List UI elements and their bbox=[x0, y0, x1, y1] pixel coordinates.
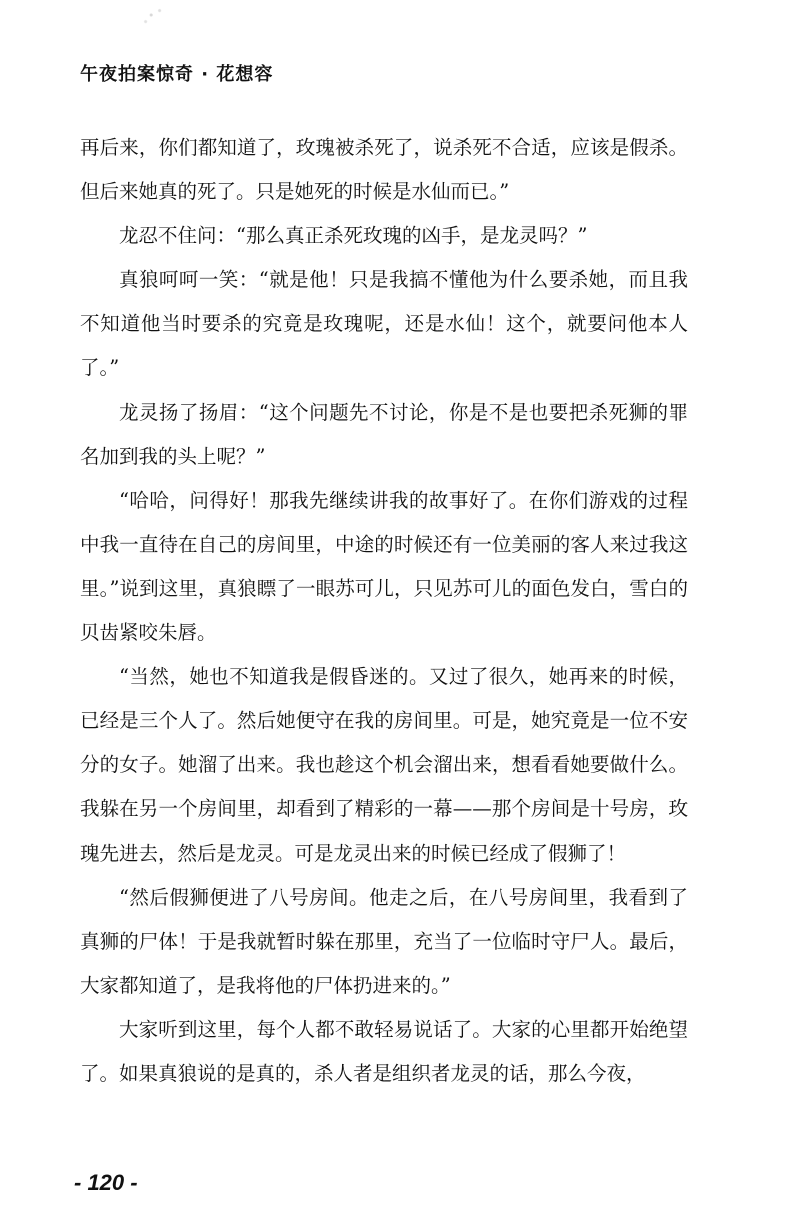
page-number: - 120 - bbox=[74, 1170, 138, 1195]
paragraph-5: “哈哈，问得好！那我先继续讲我的故事好了。在你们游戏的过程中我一直待在自己的房间里，中途的时候还有一位美丽的客人来过我这里。”说到这里，真狼瞟了一眼苏可儿，只见苏可儿的面色发白，雪白的贝齿紧咬朱唇。 bbox=[80, 488, 688, 645]
paragraph-2: 龙忍不住问：“那么真正杀死玫瑰的凶手，是龙灵吗？” bbox=[119, 224, 588, 248]
paragraph-7: “然后假狮便进了八号房间。他走之后，在八号房间里，我看到了真狮的尸体！于是我就暂时躲在那里，充当了一位临时守尸人。最后，大家都知道了，是我将他的尸体扔进来的。” bbox=[80, 885, 688, 997]
paragraph-4: 龙灵扬了扬眉：“这个问题先不讨论，你是不是也要把杀死狮的罪名加到我的头上呢？” bbox=[80, 400, 688, 468]
running-header-title: 午夜拍案惊奇 · 花想容 bbox=[80, 64, 274, 85]
paragraph-3: 真狼呵呵一笑：“就是他！只是我搞不懂他为什么要杀她，而且我不知道他当时要杀的究竟是玫瑰呢，还是水仙！这个，就要问他本人了。” bbox=[80, 268, 688, 380]
paragraph-1: 再后来，你们都知道了，玫瑰被杀死了，说杀死不合适，应该是假杀。但后来她真的死了。只是她死的时候是水仙而已。” bbox=[80, 136, 688, 204]
body-text bbox=[80, 126, 688, 1096]
scan-speck bbox=[140, 4, 168, 26]
paragraph-6: “当然，她也不知道我是假昏迷的。又过了很久，她再来的时候，已经是三个人了。然后她便守在我的房间里。可是，她究竟是一位不安分的女子。她溜了出来。我也趁这个机会溜出来，想看看她要做什么。我躲在另一个房间里，却看到了精彩的一幕——那个房间是十号房，玫瑰先进去，然后是龙灵。可是龙灵出来的时候已经成了假狮了！ bbox=[80, 665, 688, 865]
paragraph-8: 大家听到这里，每个人都不敢轻易说话了。大家的心里都开始绝望了。如果真狼说的是真的，杀人者是组织者龙灵的话，那么今夜， bbox=[80, 1017, 688, 1085]
